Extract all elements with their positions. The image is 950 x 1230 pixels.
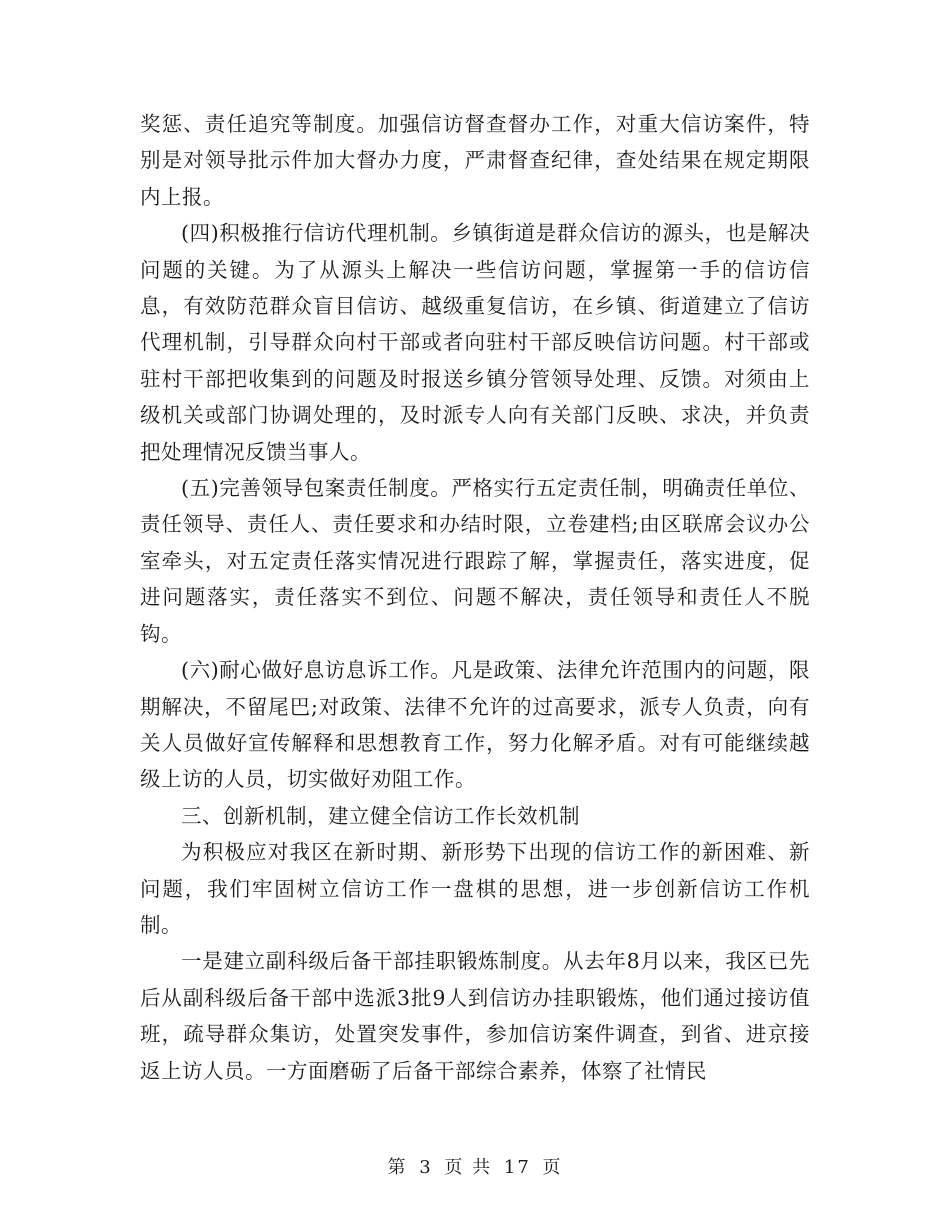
section-heading-3: 三、创新机制，建立健全信访工作长效机制: [181, 803, 580, 828]
paragraph-intro: 为积极应对我区在新时期、新形势下出现的信访工作的新困难、新问题，我们牢固树立信访工作一盘棋的思想，进一步创新信访工作机制。: [140, 840, 810, 937]
paragraph-item-1: 一是建立副科级后备干部挂职锻炼制度。从去年8月以来，我区已先后从副科级后备干部中选派3批9人到信访办挂职锻炼，他们通过接访值班，疏导群众集访，处置突发事件，参加信访案件调查，到省、进京接返上访人员。一方面磨砺了后备干部综合素养，体察了社情民: [140, 949, 810, 1083]
current-page-number: 3: [419, 1157, 433, 1178]
footer-suffix: 页: [542, 1157, 563, 1178]
footer-middle: 页 共: [444, 1157, 493, 1178]
page-footer: [0, 1153, 950, 1179]
total-page-count: 17: [503, 1157, 531, 1178]
paragraph-section-6: (六)耐心做好息访息诉工作。凡是政策、法律允许范围内的问题，限期解决，不留尾巴;对政策、法律不允许的过高要求，派专人负责，向有关人员做好宣传解释和思想教育工作，努力化解矛盾。对有可能继续越级上访的人员，切实做好劝阻工作。: [140, 658, 810, 792]
footer-prefix: 第: [387, 1157, 408, 1178]
document-body: [140, 106, 810, 1089]
paragraph-section-5: (五)完善领导包案责任制度。严格实行五定责任制，明确责任单位、责任领导、责任人、责任要求和办结时限，立卷建档;由区联席会议办公室牵头，对五定责任落实情况进行跟踪了解，掌握责任，落实进度，促进问题落实，责任落实不到位、问题不解决，责任领导和责任人不脱钩。: [140, 476, 810, 646]
paragraph-section-4: (四)积极推行信访代理机制。乡镇街道是群众信访的源头，也是解决问题的关键。为了从源头上解决一些信访问题，掌握第一手的信访信息，有效防范群众盲目信访、越级重复信访，在乡镇、街道建立了信访代理机制，引导群众向村干部或者向驻村干部反映信访问题。村干部或驻村干部把收集到的问题及时报送乡镇分管领导处理、反馈。对须由上级机关或部门协调处理的，及时派专人向有关部门反映、求决，并负责把处理情况反馈当事人。: [140, 221, 810, 464]
paragraph-continued: 奖惩、责任追究等制度。加强信访督查督办工作，对重大信访案件，特别是对领导批示件加大督办力度，严肃督查纪律，查处结果在规定期限内上报。: [140, 112, 810, 209]
